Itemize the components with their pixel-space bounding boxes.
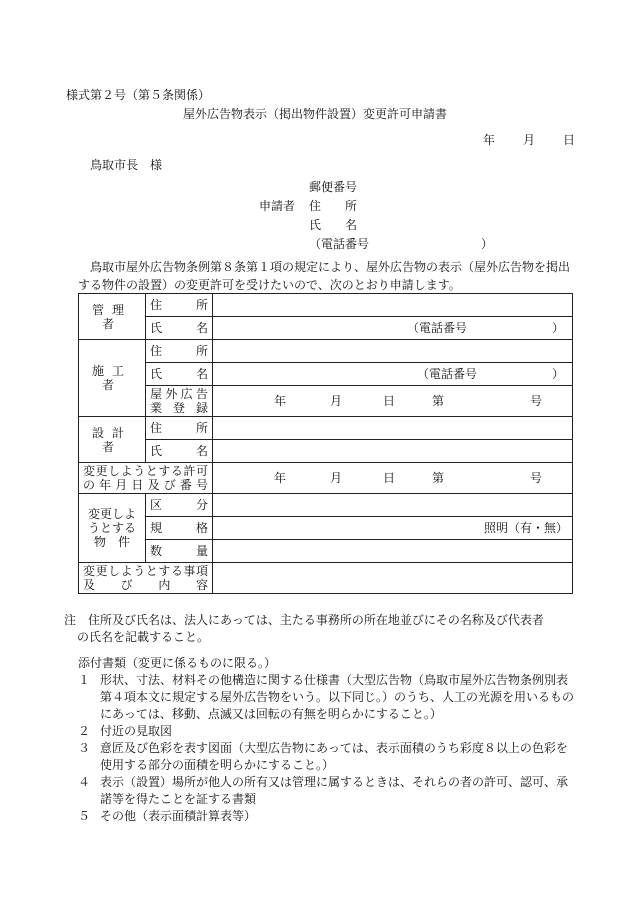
manager-address-field[interactable] [213, 294, 573, 317]
attachment-line: 使用する部分の面積を明らかにすること。） [100, 758, 335, 772]
change-matter-label-line-2: 及び内容 [83, 578, 208, 592]
applicant-phone-close: ） [481, 237, 494, 251]
attachment-line: 意匠及び色彩を表す図面（大型広告物にあっては、表示面積のうち彩度８以上の色彩を [100, 741, 568, 755]
intro-line-1: 鳥取市屋外広告物条例第８条第１項の規定により、屋外広告物の表示（屋外広告物を掲出 [90, 260, 571, 274]
designer-address-label: 住所 [146, 417, 213, 440]
builder-phone-open: （電話番号 [417, 367, 478, 381]
designer-header: 設計者 [79, 417, 146, 463]
object-header-line-1: 変更しよ [87, 507, 136, 521]
applicant-label: 申請者 [259, 199, 296, 213]
attachment-item [78, 808, 578, 825]
object-header-line-3: 物 件 [93, 535, 130, 549]
attachment-item [78, 774, 578, 808]
attachment-item [78, 672, 578, 723]
attachment-line: その他（表示面積計算表等） [100, 809, 257, 823]
builder-name-field[interactable] [213, 363, 573, 386]
registration-no-prefix: 第 [432, 394, 445, 408]
intro-line-2: する物件の設置）の変更許可を受けたいので、次のとおり申請します。 [78, 278, 461, 292]
manager-header: 管理者 [79, 294, 146, 340]
division-label: 区分 [146, 494, 213, 517]
form-number: 様式第２号（第５条関係） [66, 88, 211, 102]
note-line-1: 注 住所及び氏名は、法人にあっては、主たる事務所の所在地並びにその名称及び代表者 [64, 613, 544, 627]
registration-label [146, 386, 213, 417]
attachment-line: にあっては、移動、点滅又は回転の有無を明らかにすること。） [100, 707, 442, 721]
addressee: 鳥取市長 様 [90, 158, 163, 172]
registration-day-label: 日 [383, 394, 396, 408]
designer-name-label: 氏名 [146, 440, 213, 463]
date-month-label: 月 [523, 133, 536, 147]
division-field[interactable] [213, 494, 573, 517]
attachment-item [78, 723, 578, 740]
permit-month-label: 月 [330, 471, 343, 485]
note-line-2: の氏名を記載すること。 [77, 630, 210, 644]
applicant-phone-open: （電話番号 [309, 237, 370, 251]
attachment-line: 表示（設置）場所が他人の所有又は管理に属するときは、それらの者の許可、認可、承 [100, 775, 569, 789]
permit-no-suffix: 号 [530, 471, 543, 485]
manager-name-field[interactable] [213, 317, 573, 340]
manager-address-label: 住所 [146, 294, 213, 317]
builder-address-label: 住所 [146, 340, 213, 363]
change-matter-label-line-1: 変更しようとする事項 [83, 564, 208, 578]
page-title: 屋外広告物表示（掲出物件設置）変更許可申請書 [182, 107, 447, 121]
builder-header: 施工者 [79, 340, 146, 417]
registration-month-label: 月 [330, 394, 343, 408]
application-table [78, 293, 573, 594]
manager-name-label: 氏名 [146, 317, 213, 340]
object-header-line-2: うとする [87, 521, 136, 535]
attachment-line: 第４項本文に規定する屋外広告物をいう。以下同じ。）のうち、人工の光源を用いるもの [100, 690, 575, 704]
designer-address-field[interactable] [213, 417, 573, 440]
date-day-label: 日 [563, 133, 576, 147]
note [64, 612, 544, 646]
registration-field[interactable] [213, 386, 573, 417]
designer-name-field[interactable] [213, 440, 573, 463]
registration-year-label: 年 [274, 394, 287, 408]
permit-year-label: 年 [274, 471, 287, 485]
builder-phone-close: ） [552, 367, 565, 381]
change-permit-label-line-2: の年月日及び番号 [83, 478, 208, 492]
attachment-number: ５ [78, 809, 91, 823]
permit-no-prefix: 第 [432, 471, 445, 485]
attachment-number: ２ [78, 724, 91, 738]
builder-name-label: 氏名 [146, 363, 213, 386]
quantity-field[interactable] [213, 540, 573, 563]
applicant-address-label: 住 所 [309, 199, 358, 213]
attachment-number: １ [78, 673, 91, 687]
change-permit-label-line-1: 変更しようとする許可 [83, 464, 208, 478]
attachments-list [78, 672, 578, 825]
attachment-number: ３ [78, 741, 91, 755]
object-header [79, 494, 146, 563]
date-year-label: 年 [483, 133, 496, 147]
attachment-line: 付近の見取図 [100, 724, 173, 738]
manager-phone-open: （電話番号 [407, 321, 468, 335]
spec-field[interactable] [213, 517, 573, 540]
registration-label-line-1: 屋外広告 [150, 387, 208, 401]
registration-no-suffix: 号 [530, 394, 543, 408]
attachment-number: ４ [78, 775, 91, 789]
attachments-heading: 添付書類（変更に係るものに限る。） [78, 656, 277, 670]
applicant-name-label: 氏 名 [309, 218, 358, 232]
change-permit-field[interactable] [213, 463, 573, 494]
builder-address-field[interactable] [213, 340, 573, 363]
change-permit-label [79, 463, 213, 494]
change-matter-label [79, 563, 213, 594]
permit-day-label: 日 [383, 471, 396, 485]
quantity-label: 数量 [146, 540, 213, 563]
attachment-line: 諾等を得たことを証する書類 [100, 792, 257, 806]
manager-phone-close: ） [552, 321, 565, 335]
change-matter-field[interactable] [213, 563, 573, 594]
applicant-postal-label: 郵便番号 [309, 180, 358, 194]
attachment-item [78, 740, 578, 774]
lighting-option: 照明（有・無） [483, 521, 568, 535]
spec-label: 規格 [146, 517, 213, 540]
registration-label-line-2: 業登録 [150, 401, 208, 415]
intro-paragraph [78, 258, 570, 294]
attachment-line: 形状、寸法、材料その他構造に関する仕様書（大型広告物（鳥取市屋外広告物条例別表 [100, 673, 569, 687]
